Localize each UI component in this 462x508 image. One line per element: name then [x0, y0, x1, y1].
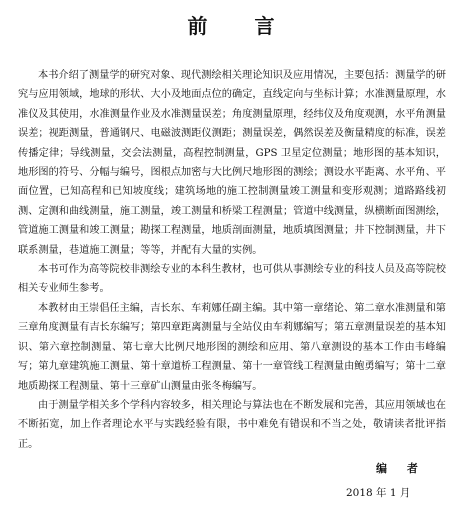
date-line: 2018 年 1 月	[346, 487, 411, 499]
paragraph-disclaimer: 由于测量学相关多个学科内容较多，相关理论与算法也在不断发展和完善，其应用领域也在不断拓宽，加上作者理论水平与实践经验有限，书中难免有错误和不当之处，敬请读者批评指正。	[18, 399, 446, 450]
page-title: 前 言	[187, 14, 295, 38]
paragraph-content-overview: 本书介绍了测量学的研究对象、现代测绘相关理论知识及应用情况，主要包括：测量学的研究与应用领域，地球的形状、大小及地面点位的确定，直线定向与坐标计算；水准测量原理，水准仪及其使用，水准测量作业及水准测量误差；角度测量原理，经纬仪及角度观测，水平角测量误差；视距测量，普通钢尺、电磁波测距仪测距；测量误差，偶然误差及衡量精度的标准，误差传播定律；导线测量，交会法测量，高程控制测量，GPS 卫星定位测量；地形图的基本知识，地形图的符号、分幅与编号，图根点加密与大比例尺地形图的测绘；测设水平距离、水平角、平面位置，已知高程和已知坡度线；建筑场地的施工控制测量竣工测量和变形观测；道路路线初测、定测和曲线测量，施工测量，竣工测量和桥梁工程测量；管道中线测量，纵横断面图测绘，管道施工测量和竣工测量；勘探工程测量，地质剖面测量，地质填图测量；井下控制测量，井下联系测量，巷道施工测量；等等，并配有大量的实例。	[18, 70, 446, 256]
author-signature: 编 者	[376, 462, 426, 475]
paragraph-authors: 本教材由王崇倡任主编，吉长东、车莉娜任副主编。其中第一章绪论、第二章水准测量和第三章角度测量有吉长东编写；第四章距离测量与全站仪由车莉娜编写；第五章测量误差的基本知识、第六章控制测量、第七章大比例尺地形图的测绘和应用、第八章测设的基本工作由韦峰编写；第九章建筑施工测量、第十章道桥工程测量、第十一章管线工程测量由鲍勇编写；第十二章地质勘探工程测量、第十三章矿山测量由张冬梅编写。	[18, 302, 446, 392]
paragraph-audience: 本书可作为高等院校非测绘专业的本科生教材，也可供从事测绘专业的科技人员及高等院校相关专业师生参考。	[18, 264, 446, 295]
preface-body	[18, 66, 446, 454]
